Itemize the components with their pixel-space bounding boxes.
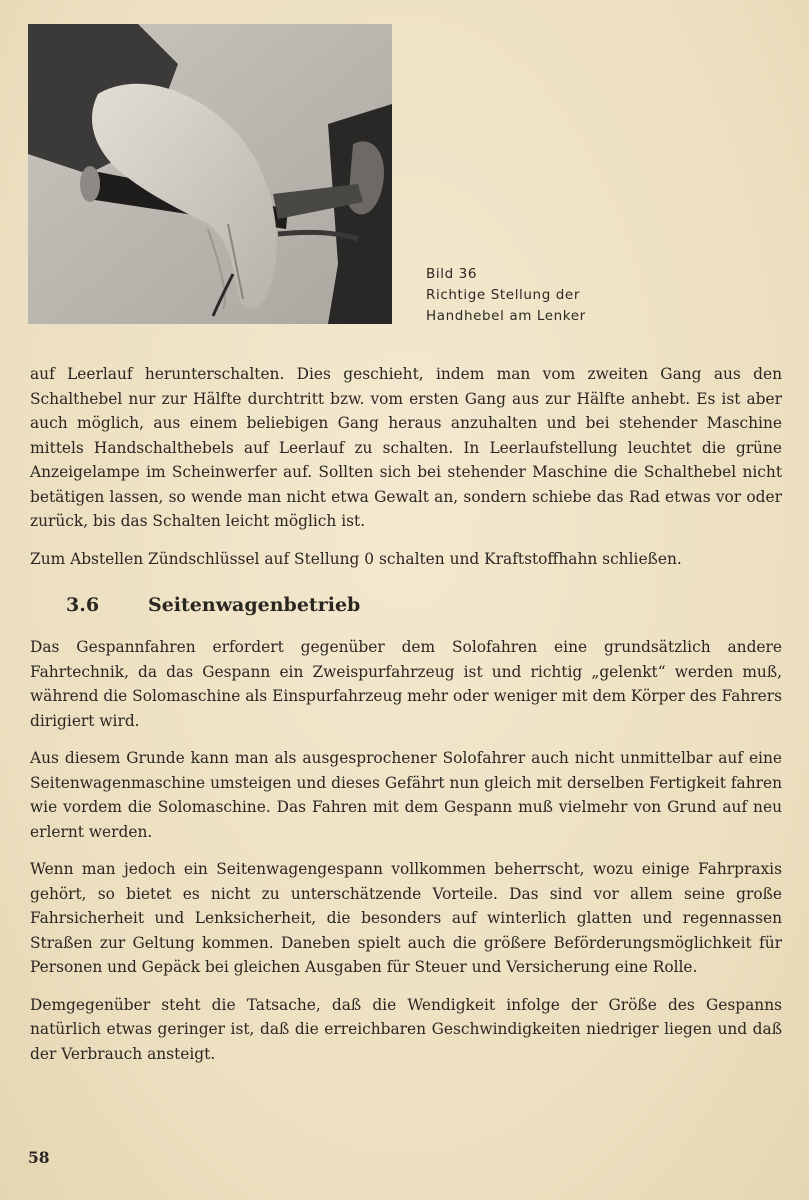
paragraph: Demgegenüber steht die Tatsache, daß die Wendigkeit infolge der Größe des Gespanns natürlich etwas geringer ist, daß die erreichbaren Geschwindigkeiten niedriger liegen und daß der Verbrauch ansteigt. — [30, 995, 782, 1063]
figure-caption — [426, 264, 786, 327]
section-title: Seitenwagenbetrieb — [148, 594, 361, 616]
body-text — [30, 362, 782, 1079]
paragraph: auf Leerlauf herunterschalten. Dies geschieht, indem man vom zweiten Gang aus den Schalthebel nur zur Hälfte durchtritt bzw. vom ersten Gang aus zur Hälfte anhebt. Es ist aber auch möglich, aus einem beliebigen Gang heraus anzuhalten und bei stehender Maschine mittels Handschalthebels auf Leerlauf zu schalten. In Leerlaufstellung leuchtet die grüne Anzeigelampe im Scheinwerfer auf. Sollten sich bei stehender Maschine die Schalthebel nicht betätigen lassen, so wende man nicht etwa Gewalt an, sondern schiebe das Rad etwas vor oder zurück, bis das Schalten leicht möglich ist. — [30, 365, 782, 530]
figure-label: Bild 36 — [426, 266, 478, 282]
section-heading — [66, 593, 782, 617]
page-number: 58 — [28, 1148, 50, 1167]
caption-line: Richtige Stellung der — [426, 287, 580, 303]
paragraph: Zum Abstellen Zündschlüssel auf Stellung 0 schalten und Kraftstoffhahn schließen. — [30, 549, 682, 568]
section-number: 3.6 — [66, 594, 100, 616]
hand-on-lever-photo — [28, 24, 392, 324]
paragraph: Das Gespannfahren erfordert gegenüber dem Solofahren eine grundsätzlich andere Fahrtechnik, da das Gespann ein Zweispurfahrzeug ist und richtig „gelenkt“ werden muß, während die Solomaschine als Einspurfahrzeug mehr oder weniger mit dem Körper des Fahrers dirigiert wird. — [30, 638, 782, 730]
figure-photo — [28, 24, 392, 324]
paragraph: Wenn man jedoch ein Seitenwagengespann vollkommen beherrscht, wozu einige Fahrpraxis gehört, so bietet es nicht zu unterschätzende Vorteile. Das sind vor allem seine große Fahrsicherheit und Lenksicherheit, die besonders auf winterlich glatten und regennassen Straßen zur Geltung kommen. Daneben spielt auch die größere Beförderungsmöglichkeit für Personen und Gepäck bei gleichen Ausgaben für Steuer und Versicherung eine Rolle. — [30, 860, 782, 976]
paragraph: Aus diesem Grunde kann man als ausgesprochener Solofahrer auch nicht unmittelbar auf eine Seitenwagenmaschine umsteigen und dieses Gefährt nun gleich mit derselben Fertigkeit fahren wie vordem die Solomaschine. Das Fahren mit dem Gespann muß vielmehr von Grund auf neu erlernt werden. — [30, 749, 782, 841]
caption-line: Handhebel am Lenker — [426, 308, 586, 324]
